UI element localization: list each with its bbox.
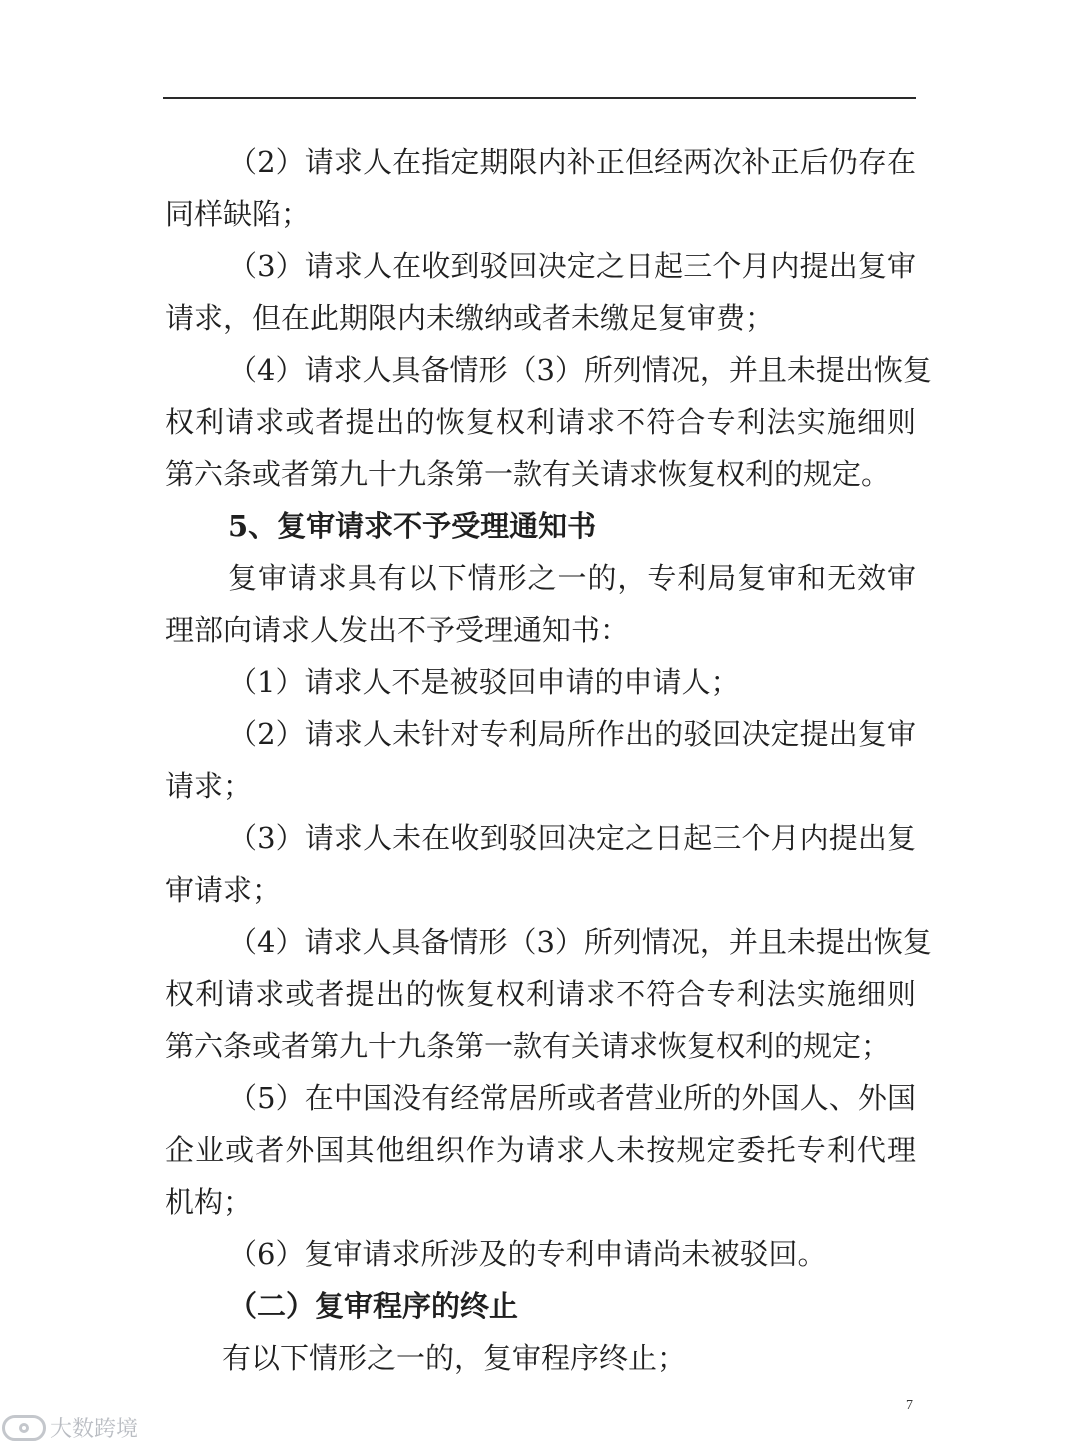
- text-line: 复审请求具有以下情形之一的，专利局复审和无效审: [228, 561, 916, 595]
- text-line: （2）请求人在指定期限内补正但经两次补正后仍存在: [228, 145, 916, 179]
- text-line: （1）请求人不是被驳回申请的申请人；: [228, 665, 740, 699]
- text-line: （4）请求人具备情形（3）所列情况，并且未提出恢复: [228, 353, 932, 387]
- text-line: 机构；: [165, 1185, 253, 1219]
- text-line: 审请求；: [165, 873, 282, 907]
- text-line: 请求；: [165, 769, 253, 803]
- header-rule: [163, 97, 916, 99]
- text-line: 同样缺陷；: [165, 197, 311, 231]
- text-line: 企业或者外国其他组织作为请求人未按规定委托专利代理: [165, 1133, 916, 1167]
- text-line: 第六条或者第九十九条第一款有关请求恢复权利的规定。: [165, 457, 891, 491]
- text-line: 权利请求或者提出的恢复权利请求不符合专利法实施细则: [165, 405, 916, 439]
- text-line: 有以下情形之一的，复审程序终止；: [222, 1341, 687, 1375]
- text-line: （3）请求人未在收到驳回决定之日起三个月内提出复: [228, 821, 916, 855]
- text-line: （6）复审请求所涉及的专利申请尚未被驳回。: [228, 1237, 827, 1271]
- watermark-text: 大数跨境: [50, 1417, 139, 1442]
- text-line: 理部向请求人发出不予受理通知书：: [165, 613, 630, 647]
- section-heading: 5、复审请求不予受理通知书: [228, 509, 597, 543]
- text-line: （4）请求人具备情形（3）所列情况，并且未提出恢复: [228, 925, 932, 959]
- text-line: （5）在中国没有经常居所或者营业所的外国人、外国: [228, 1081, 916, 1115]
- watermark: [2, 1412, 138, 1443]
- section-heading: （二）复审程序的终止: [228, 1289, 519, 1323]
- text-line: （2）请求人未针对专利局所作出的驳回决定提出复审: [228, 717, 916, 751]
- text-line: （3）请求人在收到驳回决定之日起三个月内提出复审: [228, 249, 916, 283]
- page-number: 7: [906, 1398, 913, 1413]
- text-line: 请求，但在此期限内未缴纳或者未缴足复审费；: [165, 301, 775, 335]
- kook-logo-icon: [2, 1415, 46, 1441]
- text-line: 第六条或者第九十九条第一款有关请求恢复权利的规定；: [165, 1029, 891, 1063]
- text-line: 权利请求或者提出的恢复权利请求不符合专利法实施细则: [165, 977, 916, 1011]
